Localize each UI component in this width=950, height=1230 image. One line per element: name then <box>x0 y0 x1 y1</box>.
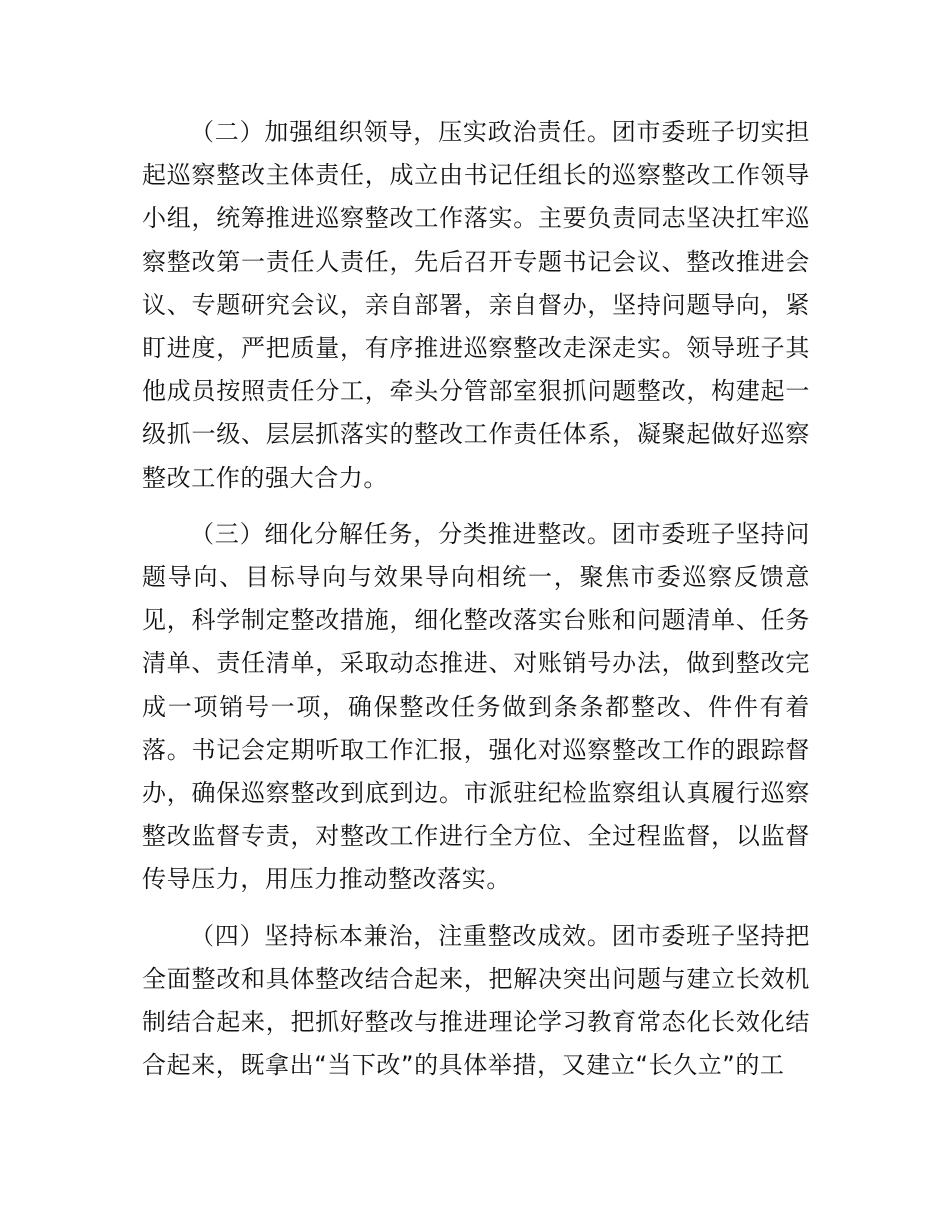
paragraph-section-4: （四）坚持标本兼治，注重整改成效。团市委班子坚持把全面整改和具体整改结合起来，把解决突出问题与建立长效机制结合起来，把抓好整改与推进理论学习教育常态化长效化结合起来，既拿出“当下改”的具体举措，又建立“长久立”的工 <box>142 921 810 1080</box>
paragraph-section-3: （三）细化分解任务，分类推进整改。团市委班子坚持问题导向、目标导向与效果导向相统一，聚焦市委巡察反馈意见，科学制定整改措施，细化整改落实台账和问题清单、任务清单、责任清单，采取动态推进、对账销号办法，做到整改完成一项销号一项，确保整改任务做到条条都整改、件件有着落。书记会定期听取工作汇报，强化对巡察整改工作的跟踪督办，确保巡察整改到底到边。市派驻纪检监察组认真履行巡察整改监督专责，对整改工作进行全方位、全过程监督，以监督传导压力，用压力推动整改落实。 <box>142 519 810 894</box>
document-body <box>142 111 810 1100</box>
paragraph-section-2: （二）加强组织领导，压实政治责任。团市委班子切实担起巡察整改主体责任，成立由书记任组长的巡察整改工作领导小组，统筹推进巡察整改工作落实。主要负责同志坚决扛牢巡察整改第一责任人责任，先后召开专题书记会议、整改推进会议、专题研究会议，亲自部署，亲自督办，坚持问题导向，紧盯进度，严把质量，有序推进巡察整改走深走实。领导班子其他成员按照责任分工，牵头分管部室狠抓问题整改，构建起一级抓一级、层层抓落实的整改工作责任体系，凝聚起做好巡察整改工作的强大合力。 <box>142 118 810 492</box>
